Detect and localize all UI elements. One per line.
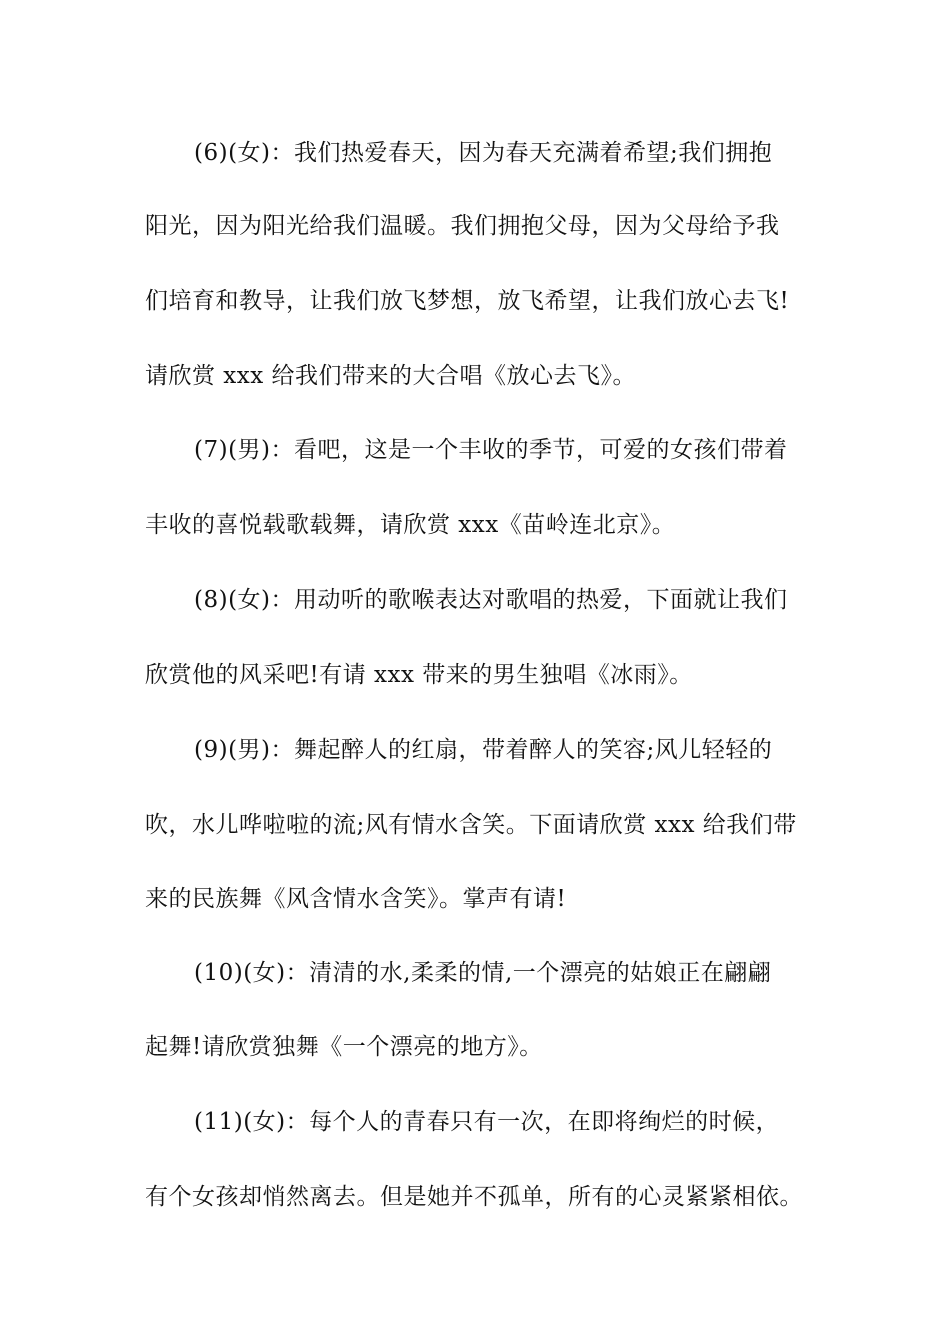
text-line-4: 请欣赏 xxx 给我们带来的大合唱《放心去飞》。 [145,363,637,389]
text-line-9: (9)(男)：舞起醉人的红扇，带着醉人的笑容;风儿轻轻的 [194,737,773,763]
text-line-15: 有个女孩却悄然离去。但是她并不孤单，所有的心灵紧紧相依。 [145,1184,803,1210]
text-line-5: (7)(男)：看吧，这是一个丰收的季节，可爱的女孩们带着 [194,437,788,463]
text-line-2: 阳光，因为阳光给我们温暖。我们拥抱父母，因为父母给予我 [145,213,780,239]
text-line-13: 起舞!请欣赏独舞《一个漂亮的地方》。 [145,1034,543,1060]
text-line-6: 丰收的喜悦载歌载舞，请欣赏 xxx《苗岭连北京》。 [145,512,676,538]
text-line-10: 吹，水儿哗啦啦的流;风有情水含笑。下面请欣赏 xxx 给我们带 [145,812,797,838]
text-line-8: 欣赏他的风采吧!有请 xxx 带来的男生独唱《冰雨》。 [145,662,693,688]
text-line-11: 来的民族舞《风含情水含笑》。掌声有请! [145,886,567,912]
text-line-3: 们培育和教导，让我们放飞梦想，放飞希望，让我们放心去飞! [145,288,790,314]
text-line-1: (6)(女)：我们热爱春天，因为春天充满着希望;我们拥抱 [194,140,773,166]
text-line-14: (11)(女)：每个人的青春只有一次，在即将绚烂的时候， [194,1109,780,1135]
text-line-7: (8)(女)：用动听的歌喉表达对歌唱的热爱，下面就让我们 [194,587,788,613]
text-line-12: (10)(女)：清清的水,柔柔的情,一个漂亮的姑娘正在翩翩 [194,960,772,986]
